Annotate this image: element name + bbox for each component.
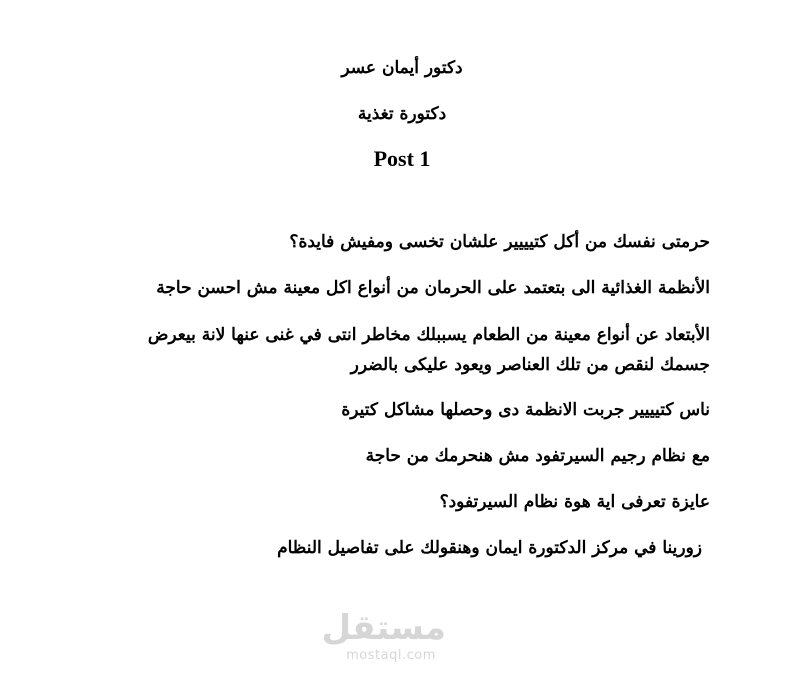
post-title: Post 1 [373,146,431,171]
paragraph-4: ناس كتيييير جربت الانظمة دى وحصلها مشاكل كتيرة [341,400,710,420]
paragraph-3-line-1: الأبتعاد عن أنواع معينة من الطعام يسببلك مخاطر انتى في غنى عنها لانة بيعرض [147,325,710,345]
mostaql-watermark [321,608,446,664]
paragraph-3 [148,320,710,380]
watermark-arabic: مستقل [321,608,446,648]
paragraph-1: حرمتى نفسك من أكل كتيييير علشان تخسى ومفيش فايدة؟ [289,232,710,252]
paragraph-2: الأنظمة الغذائية الى بتعتمد على الحرمان من أنواع اكل معينة مش احسن حاجة [156,278,710,298]
author-name: دكتور أيمان عسر [341,58,463,78]
author-role: دكتورة تغذية [357,104,447,124]
paragraph-3-line-2: جسمك لنقص من تلك العناصر ويعود عليكى بالضرر [350,355,710,375]
paragraph-6: عايزة تعرفى اية هوة نظام السيرتفود؟ [439,492,710,512]
paragraph-5: مع نظام رجيم السيرتفود مش هنحرمك من حاجة [365,446,710,466]
paragraph-7: زورينا في مركز الدكتورة ايمان وهنقولك على تفاصيل النظام [277,538,702,558]
watermark-latin: mostaql.com [346,648,436,663]
